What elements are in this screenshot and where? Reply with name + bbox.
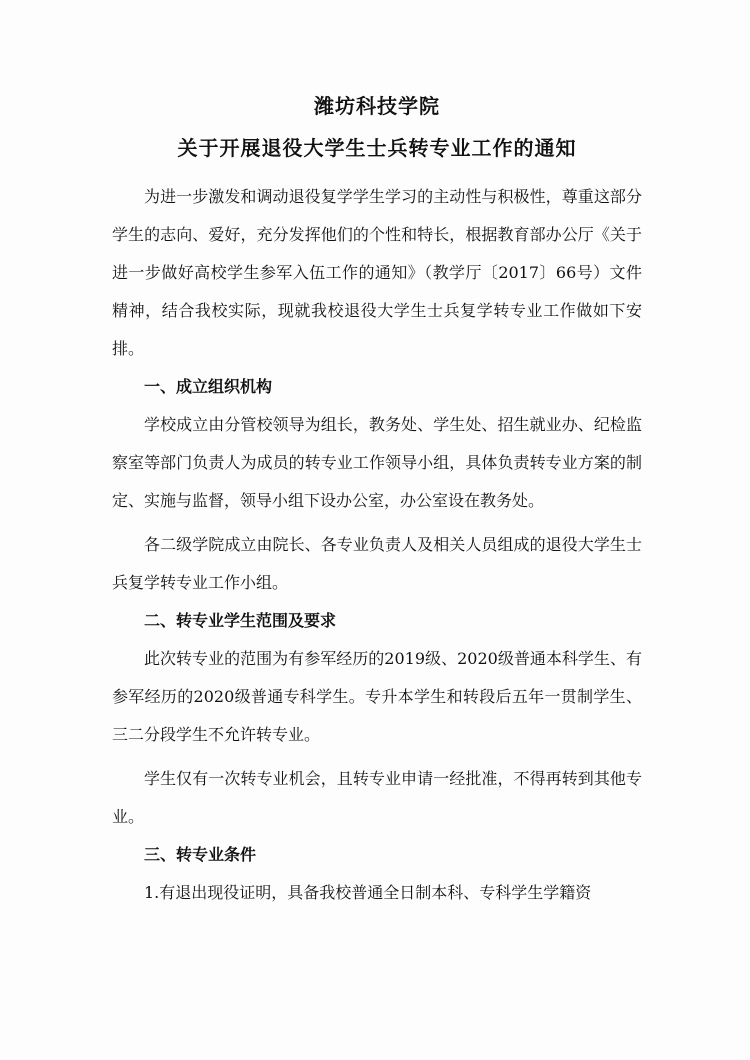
section-2-heading: 二、转专业学生范围及要求 [144, 611, 337, 630]
intro-paragraph: 为进一步激发和调动退役复学学生学习的主动性与积极性，尊重这部分学生的志向、爱好，充分发挥他们的个性和特长，根据教育部办公厅《关于进一步做好高校学生参军入伍工作的通知》（教学厅〔2017〕66号）文件精神，结合我校实际，现就我校退役大学生士兵复学转专业工作做如下安排。 [112, 187, 642, 358]
document-title: 关于开展退役大学生士兵转专业工作的通知 [177, 136, 577, 160]
section-3-heading: 三、转专业条件 [144, 845, 257, 864]
organization-name: 潍坊科技学院 [314, 94, 440, 118]
section-2-paragraph-1: 此次转专业的范围为有参军经历的2019级、2020级普通本科学生、有参军经历的2020级普通专科学生。专升本学生和转段后五年一贯制学生、三二分段学生不允许转专业。 [112, 649, 642, 744]
document-body [112, 92, 642, 912]
section-1-paragraph-2: 各二级学院成立由院长、各专业负责人及相关人员组成的退役大学生士兵复学转专业工作小组。 [112, 535, 642, 592]
section-2-paragraph-2: 学生仅有一次转专业机会，且转专业申请一经批准，不得再转到其他专业。 [112, 769, 642, 826]
section-1-paragraph-1: 学校成立由分管校领导为组长，教务处、学生处、招生就业办、纪检监察室等部门负责人为成员的转专业工作领导小组，具体负责转专业方案的制定、实施与监督，领导小组下设办公室，办公室设在教务处。 [112, 415, 642, 510]
section-3-paragraph-1: 1.有退出现役证明，具备我校普通全日制本科、专科学生学籍资 [144, 883, 592, 902]
section-1-heading: 一、成立组织机构 [144, 377, 273, 396]
